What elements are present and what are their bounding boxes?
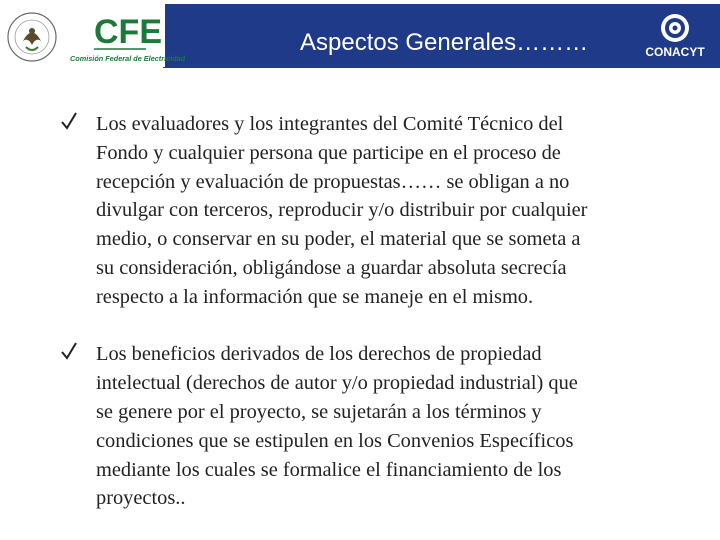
- line: condiciones que se estipulen en los Convenios Específicos: [96, 429, 574, 452]
- line: respecto a la información que se maneje en el mismo.: [96, 285, 534, 308]
- line: su consideración, obligándose a guardar absoluta secrecía: [96, 256, 567, 279]
- conacyt-logo-area: [636, 10, 714, 62]
- bullet-item-confidentiality: [60, 110, 700, 312]
- slide-content: [60, 110, 700, 513]
- line: Los beneficios derivados de los derechos de propiedad: [96, 343, 542, 366]
- line: se genere por el proyecto, se sujetarán a los términos y: [96, 400, 542, 423]
- line: mediante los cuales se formalice el financiamiento de los: [96, 458, 562, 481]
- line: Fondo y cualquier persona que participe en el proceso de: [96, 141, 561, 164]
- line: intelectual (derechos de autor y/o propiedad industrial) que: [96, 372, 578, 395]
- slide-title: Aspectos Generales………: [300, 29, 589, 56]
- cfe-name: Comisión Federal de Electricidad: [70, 54, 186, 63]
- bullet-item-intellectual-property: [60, 340, 700, 513]
- line: proyectos..: [96, 487, 186, 510]
- checkmark-icon: [60, 110, 78, 132]
- conacyt-logo: [636, 10, 714, 62]
- line: divulgar con terceros, reproducir y/o distribuir por cualquier: [96, 199, 588, 222]
- line: Los evaluadores y los integrantes del Comité Técnico del: [96, 113, 564, 135]
- conacyt-text: CONACYT: [645, 45, 705, 59]
- slide-header: [0, 0, 720, 68]
- logos-area: [0, 3, 186, 67]
- mexico-seal-icon: [6, 9, 58, 65]
- checkmark-icon: [60, 340, 78, 362]
- line: medio, o conservar en su poder, el material que se someta a: [96, 228, 581, 251]
- line: recepción y evaluación de propuestas…… se obligan a no: [96, 170, 570, 193]
- cfe-letters: CFE: [94, 13, 162, 51]
- cfe-logo: [64, 5, 186, 69]
